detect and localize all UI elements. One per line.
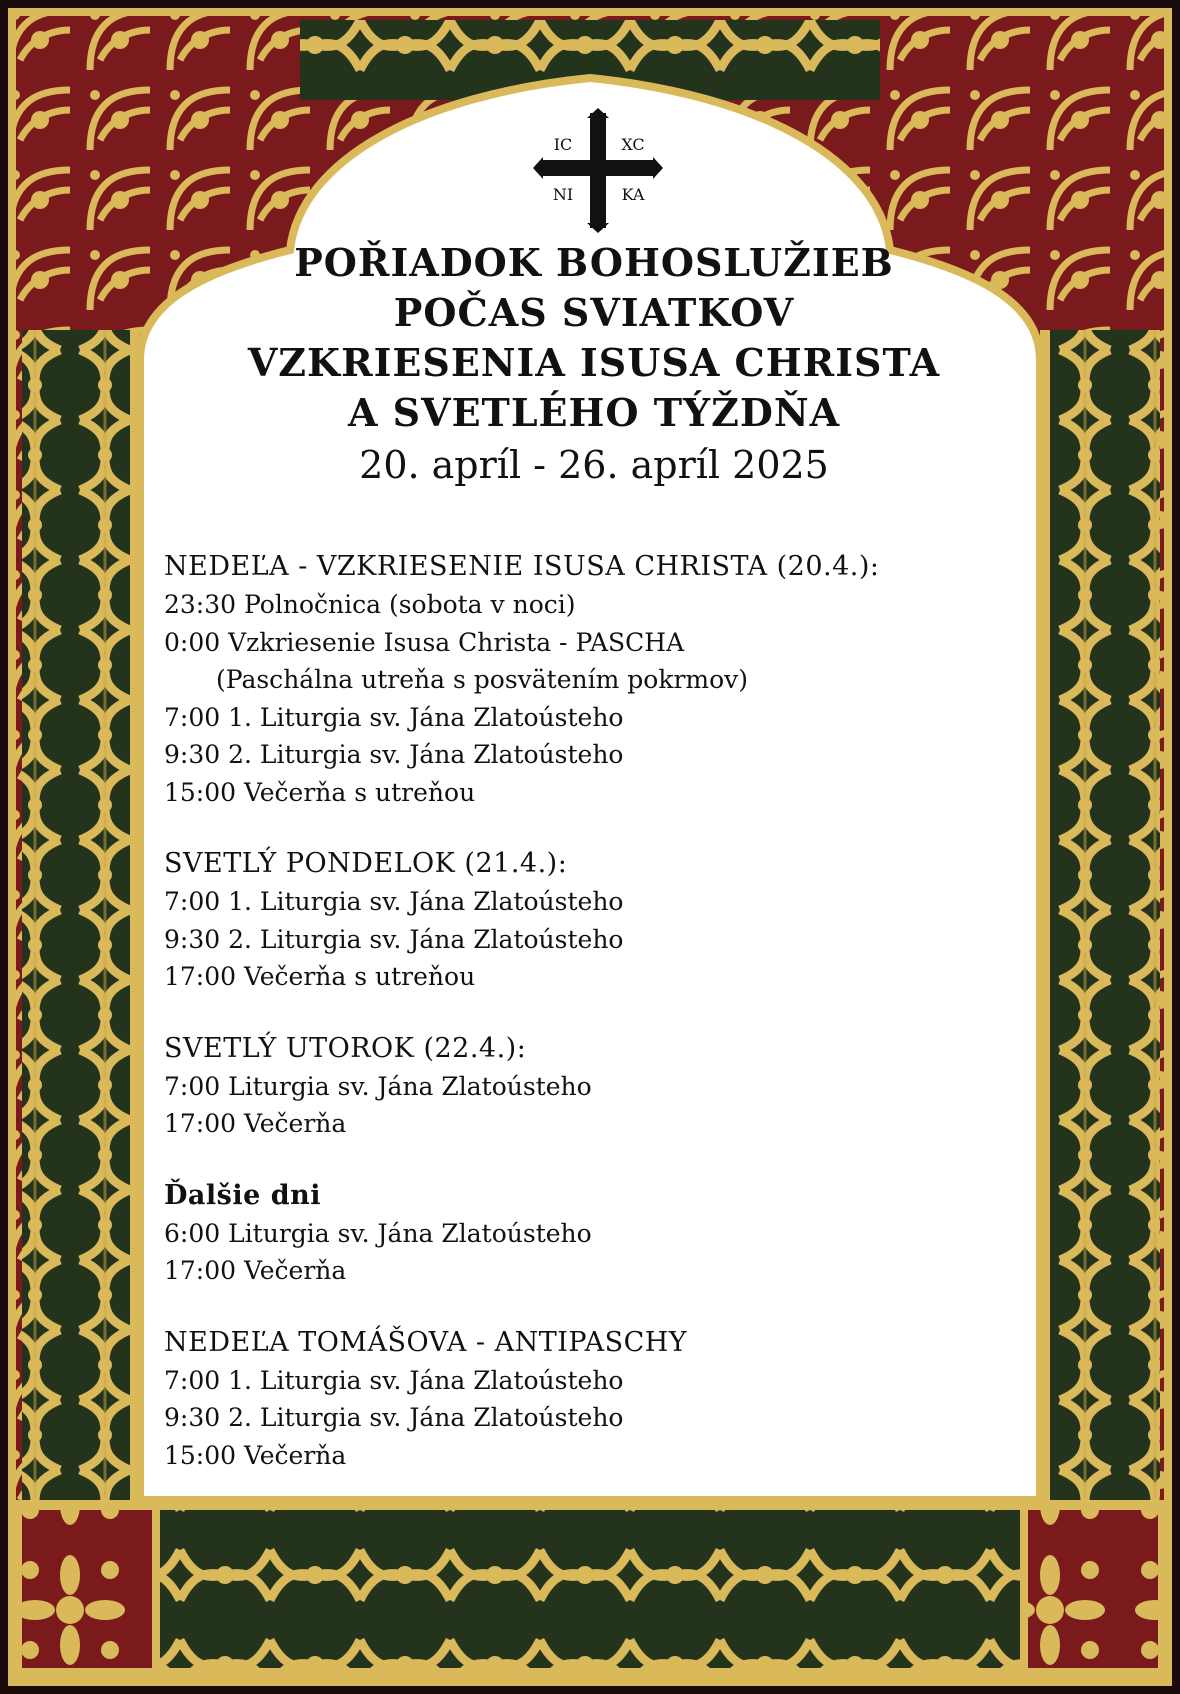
emblem-letter-ic: IC: [553, 135, 573, 154]
emblem-letter-ni: NI: [552, 185, 574, 204]
section-bright-tuesday: [164, 1030, 1024, 1143]
section-other-days: [164, 1177, 1024, 1290]
section-heading: Ďalšie dni: [164, 1179, 321, 1211]
title-line: POŘIADOK BOHOSLUŽIEB: [294, 240, 894, 285]
orthodox-cross-icon: [533, 108, 663, 233]
section-heading: NEDEĽA TOMÁŠOVA - ANTIPASCHY: [164, 1326, 688, 1358]
title-line: POČAS SVIATKOV: [393, 290, 795, 335]
schedule-item: 23:30 Polnočnica (sobota v noci): [164, 590, 576, 619]
section-sunday-pascha: [164, 548, 1024, 811]
section-heading: SVETLÝ PONDELOK (21.4.):: [164, 848, 568, 879]
section-bright-monday: [164, 845, 1024, 996]
schedule-item-note: (Paschálna utreňa s posvätením pokrmov): [216, 665, 749, 694]
schedule-item: 0:00 Vzkriesenie Isusa Christa - PASCHA: [164, 627, 685, 657]
schedule: [164, 548, 1024, 1508]
section-heading: SVETLÝ UTOROK (22.4.):: [164, 1032, 527, 1064]
schedule-item: 17:00 Večerňa: [164, 1256, 347, 1285]
schedule-item: 6:00 Liturgia sv. Jána Zlatoústeho: [164, 1218, 592, 1248]
schedule-item: 15:00 Večerňa s utreňou: [164, 777, 476, 807]
schedule-item: 9:30 2. Liturgia sv. Jána Zlatoústeho: [164, 740, 624, 769]
content-panel: [138, 0, 1050, 1500]
page-title: [138, 238, 1050, 492]
schedule-item: 7:00 Liturgia sv. Jána Zlatoústeho: [164, 1071, 592, 1101]
schedule-item: 7:00 1. Liturgia sv. Jána Zlatoústeho: [164, 702, 624, 732]
title-line: A SVETLÉHO TÝŽDŇA: [347, 390, 841, 435]
schedule-item: 17:00 Večerňa s utreňou: [164, 962, 476, 991]
section-thomas-sunday: [164, 1324, 1024, 1475]
schedule-item: 7:00 1. Liturgia sv. Jána Zlatoústeho: [164, 887, 624, 916]
section-heading: NEDEĽA - VZKRIESENIE ISUSA CHRISTA (20.4.):: [164, 551, 880, 582]
emblem-letter-ka: KA: [621, 185, 645, 204]
title-line: VZKRIESENIA ISUSA CHRISTA: [247, 340, 941, 385]
schedule-item: 9:30 2. Liturgia sv. Jána Zlatoústeho: [164, 924, 624, 954]
schedule-item: 15:00 Večerňa: [164, 1440, 347, 1470]
date-range: 20. apríl - 26. apríl 2025: [359, 443, 829, 487]
schedule-item: 7:00 1. Liturgia sv. Jána Zlatoústeho: [164, 1365, 624, 1395]
emblem-letter-xc: XC: [621, 135, 645, 154]
schedule-item: 17:00 Večerňa: [164, 1109, 347, 1138]
schedule-item: 9:30 2. Liturgia sv. Jána Zlatoústeho: [164, 1403, 624, 1432]
